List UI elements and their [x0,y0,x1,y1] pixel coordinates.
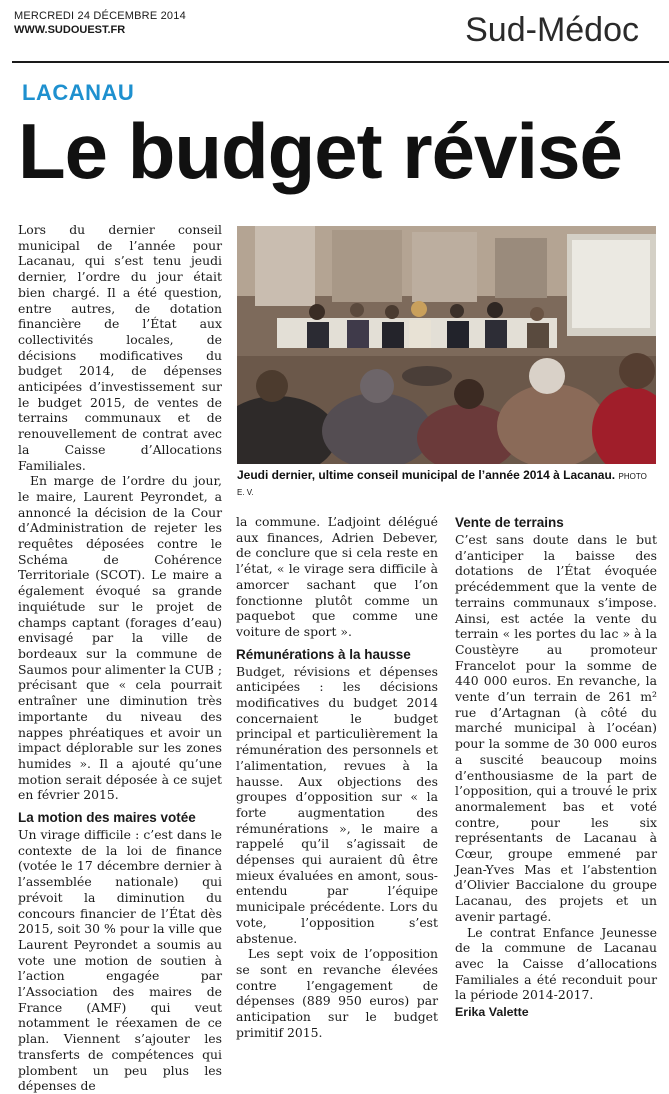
author-signature: Erika Valette [455,1005,529,1020]
article-kicker: LACANAU [22,80,135,105]
paragraph: En marge de l’ordre du jour, le maire, Laurent Peyrondet, a annoncé la décision de la Cour d’Administration de rejeter les requêtes déposées contre le Schéma de Cohérence Territoriale (SCOT). Le maire a également évoqué sa grande inquiétude sur le projet de champs captant (forages d’eau) envisagé par la ville de bordeaux sur la commune de Saumos pour alimenter la CUB ; précisant que « cela pourrait entraîner une diminution très importante du niveau des nappes phréatiques et avoir un impact déplorable sur les zones humides ». Il a ajouté qu’une motion serait déposée à ce sujet en février 2015. [18,473,222,803]
caption-text: Jeudi dernier, ultime conseil municipal de l’année 2014 à Lacanau. [237,468,616,482]
article-photo [237,226,656,464]
paragraph: Le contrat Enfance Jeunesse de la commune de Lacanau avec la Caisse d’allocations Familiales a été reconduit pour la période 2014-2017. [455,924,657,1003]
paragraph: Les sept voix de l’opposition se sont en revanche élevées contre l’engagement de dépenses (889 950 euros) par anticipation sur le budget primitif 2015. [236,946,438,1040]
article-column-1 [18,222,222,1094]
photo-credit: PHOTO E. V. [237,472,647,497]
photo-caption [237,468,656,500]
header-divider [12,61,669,63]
paragraph: la commune. L’adjoint délégué aux finances, Adrien Debever, de conclure que si cela reste en l’état, « le virage sera difficile à amorcer sachant que l’on fonctionne plutôt comme un paquebot que comme une voiture de sport ». [236,514,438,639]
section-title: Sud-Médoc [465,11,639,49]
subheading: Vente de terrains [455,515,564,530]
paragraph: C’est sans doute dans le but d’anticiper la baisse des dotations de l’État évoquée précédemment que la vente de terrains communaux s’impose. Ainsi, est actée la vente du terrain « les portes du lac » à la Coustèyre au promoteur Francelot pour la somme de 440 000 euros. En revanche, la vente d’un terrain de 261 m² rue d’Artagnan (à côté du marché municipal à l’océan) pour la somme de 30 000 euros a suscité beaucoup moins d’enthousiasme de la part de l’opposition, qui a trouvé le prix anormalement bas et voté contre, pour les six représentants de Lacanau à Cœur, groupe emmené par Jean-Yves Mas et l’abstention d’Olivier Baccialone du groupe Lacanau, des projets et un avenir partagé. [455,532,657,924]
council-meeting-photo [237,226,656,464]
paragraph: Lors du dernier conseil municipal de l’année pour Lacanau, qui s’est tenu jeudi dernier, l’ordre du jour était bien chargé. Il a été question, entre autres, de dotation financière de l’État aux collectivités locales, de décisions modificatives du budget 2014, de dépenses anticipées d’investissement sur le budget 2015, de ventes de terrains communaux et de renouvellement de contrat avec la Caisse d’Allocations Familiales. [18,222,222,473]
article-column-3 [455,514,657,1021]
paragraph: Budget, révisions et dépenses anticipées : les décisions modificatives du budget 2014 concernaient le budget principal et particulièrement la rémunération des personnels et l’alimentation, revues à la hausse. Aux objections des groupes d’opposition sur « la forte augmentation des rémunérations », le maire a rappelé qu’il s’agissait de dépenses qui auraient dû être mieux évaluées en amont, sous-entendu par l’équipe municipale précédente. Lors du vote, l’opposition s’est abstenue. [236,663,438,946]
article-column-2 [236,514,438,1041]
subheading: Rémunérations à la hausse [236,646,411,662]
publication-date: MERCREDI 24 DÉCEMBRE 2014 [14,10,186,22]
publication-url: WWW.SUDOUEST.FR [14,24,126,36]
subheading: La motion des maires votée [18,810,196,826]
article-headline: Le budget révisé [18,107,622,195]
paragraph: Un virage difficile : c’est dans le contexte de la loi de finance (votée le 17 décembre dernier à l’assemblée nationale) qui prévoit la diminution du concours financier de l’État dès 2015, soit 30 % pour la ville que Laurent Peyrondet a soumis au vote une motion de soutien à l’action engagée par l’Association des maires de France (AMF) qui veut notamment le réexamen de ce plan. Viennent s’ajouter les transferts de compétences qui plombent un peu plus les dépenses de [18,827,222,1094]
